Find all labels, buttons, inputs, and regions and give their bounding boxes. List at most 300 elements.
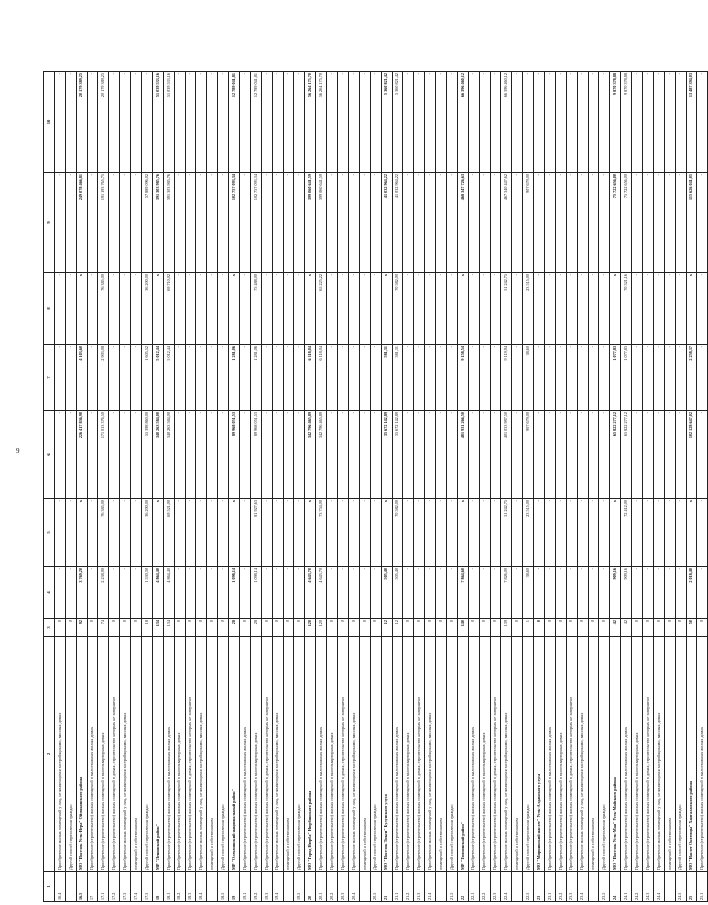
table-cell: - [555,499,566,567]
table-cell: - [294,499,305,567]
table-row [305,72,316,902]
table-cell: - [294,567,305,619]
column-header: 1 [44,872,55,902]
table-cell: Приобретение (строительство) жилых помещений в домах, строительство которых не завершено [109,637,120,872]
table-cell: 909,16 [621,567,632,619]
table-cell: - [653,499,664,567]
table-cell [207,872,218,902]
table-row [490,72,501,902]
table-cell: - [272,411,283,499]
table-cell: - [272,273,283,345]
table-cell: Приобретение жилых помещений у лиц, не являющихся застройщиками, вжилых домах [120,637,131,872]
table-cell: - [120,345,131,411]
table-row [185,72,196,902]
table-cell [359,872,370,902]
table-cell: - [174,411,185,499]
table-cell: - [566,173,577,273]
table-cell: 9 119,94 [501,345,512,411]
table-cell: - [120,273,131,345]
table-cell: 505,40 [381,567,392,619]
table-cell: - [512,72,523,173]
table-cell: Приобретение жилых помещений у лиц, не являющихся застройщиками, вжилых домах [653,637,664,872]
table-cell: - [403,499,414,567]
table-cell: - [65,411,76,499]
table-cell: - [577,345,588,411]
table-cell: 0 [675,619,686,637]
table-row [261,72,272,902]
table-cell: 21.2 [403,872,414,902]
table-cell: 18 [142,619,153,637]
table-cell: - [240,72,251,173]
table-cell: - [185,273,196,345]
table-cell: 0 [54,619,65,637]
table-cell: Приобретение жилых помещений у лиц, не являющихся застройщиками, вжилых домах [272,637,283,872]
table-cell: Приобретение (строительство) жилых помещений в малоэтажных жилых домах [697,637,708,872]
table-cell: - [327,499,338,567]
table-cell [283,872,294,902]
table-cell: - [359,173,370,273]
table-cell: - [490,173,501,273]
table-row [65,72,76,902]
table-cell: - [664,345,675,411]
table-cell: 2 238,90 [98,567,109,619]
table-cell: - [87,567,98,619]
table-cell: - [675,173,686,273]
table-row [621,72,632,902]
table-cell: Приобретение (строительство) жилых помещений в многоквартирных домах [555,637,566,872]
table-cell: - [555,411,566,499]
table-cell: Другой способ переселения граждан [599,637,610,872]
table-cell: 0 [534,619,545,637]
table-cell: 24.2 [632,872,643,902]
table-cell: - [566,499,577,567]
table-cell: 0 [512,619,523,637]
table-cell: 65 225,22 [316,273,327,345]
table-cell: Приобретение жилых помещений у лиц, не являющихся застройщиками, вжилых домах [196,637,207,872]
table-cell: МО "Поселок Тикси" Булунского улуса [381,637,392,872]
table-cell: помещений и собственником [512,637,523,872]
table-cell: - [490,345,501,411]
table-cell: - [544,173,555,273]
table-cell: 89 968 051,53 [250,411,261,499]
table-row [555,72,566,902]
table-cell: 56 264 175,70 [316,72,327,173]
table-row [610,72,621,902]
table-cell: 18.3 [185,872,196,902]
table-cell: 24.3 [642,872,653,902]
table-cell: 0 [697,619,708,637]
table-cell: 51 039 533,16 [152,72,163,173]
table-cell: - [446,72,457,173]
table-cell: Приобретение (строительство) жилых помещений в малоэтажных жилых домах [392,637,403,872]
table-cell: - [338,567,349,619]
table-cell: 70 582,00 [392,499,403,567]
table-cell: - [272,567,283,619]
table-cell: x [686,499,697,567]
table-row [370,72,381,902]
table-cell: 19.2 [250,872,261,902]
table-cell: - [599,273,610,345]
table-cell: МР "Ленинский район" [152,637,163,872]
table-cell: - [87,345,98,411]
table-cell: - [436,173,447,273]
table-row [686,72,697,902]
table-cell: - [283,567,294,619]
table-cell: - [436,273,447,345]
table-cell: 909,16 [610,567,621,619]
table-cell: 102 128 647,02 [686,411,697,499]
table-cell: 17.5 [142,872,153,902]
table-cell: 51 242,75 [501,499,512,567]
table-row [632,72,643,902]
table-cell: 0 [131,619,142,637]
table-cell: - [294,411,305,499]
table-cell: 171 013 376,50 [98,411,109,499]
table-cell: МО "Поселок Усть-Мая" Усть-Майского района [610,637,621,872]
table-cell: Другой способ переселения граждан [294,637,305,872]
rotated-page [43,72,705,902]
table-cell: - [87,499,98,567]
table-cell: помещений и собственником [436,637,447,872]
table-cell: 140 [457,619,468,637]
table-cell: Приобретение (строительство) жилых помещений в многоквартирных домах [479,637,490,872]
table-cell: 5 012,44 [163,345,174,411]
table-cell: - [272,173,283,273]
table-cell: x [152,499,163,567]
table-cell: 21.1 [392,872,403,902]
table-cell: 1 098,14 [229,567,240,619]
table-row [196,72,207,902]
table-cell: 4 643,70 [316,567,327,619]
table-cell: 73 754,00 [316,499,327,567]
table-cell: - [479,173,490,273]
table-cell: - [142,72,153,173]
table-cell: 2 018,40 [686,567,697,619]
table-cell: 28 [229,619,240,637]
table-cell: - [642,567,653,619]
table-cell: 226 417 836,90 [76,411,87,499]
table-cell: - [87,411,98,499]
table-cell: - [675,72,686,173]
table-cell: 38,60 [523,345,534,411]
table-cell: - [294,72,305,173]
table-cell: 42 [621,619,632,637]
table-cell: - [207,345,218,411]
table-cell: 134 [163,619,174,637]
table-cell: 20.3 [338,872,349,902]
table-row [512,72,523,902]
table-cell: 0 [555,619,566,637]
table-cell: - [240,345,251,411]
table-cell: 23 515,00 [523,273,534,345]
table-cell: 5 012,44 [152,345,163,411]
table-cell: - [294,345,305,411]
table-cell: МО "Наслег Октемцы" Хангаласского района [686,637,697,872]
table-cell: - [261,345,272,411]
table-cell: 0 [632,619,643,637]
table-cell: - [588,173,599,273]
table-cell: 21.4 [425,872,436,902]
table-cell: МР "Олекминский национальный район" [229,637,240,872]
table-cell: 0 [577,619,588,637]
table-cell: - [588,567,599,619]
table-cell: - [577,411,588,499]
table-cell: - [425,567,436,619]
table-row [697,72,708,902]
table-cell: 468 347 726,63 [457,173,468,273]
table-cell: - [512,173,523,273]
table-cell: - [588,72,599,173]
table-cell: x [152,273,163,345]
table-cell: 75 488,00 [250,273,261,345]
table-body [54,72,707,902]
table-cell: - [566,72,577,173]
table-cell: - [555,72,566,173]
table-row [599,72,610,902]
table-cell: - [348,567,359,619]
table-cell: - [675,567,686,619]
table-row [403,72,414,902]
table-cell: Приобретение (строительство) жилых помещений в многоквартирных домах [327,637,338,872]
table-cell: - [468,345,479,411]
table-cell: 7 826,00 [501,567,512,619]
table-cell: - [664,72,675,173]
table-cell: 0 [272,619,283,637]
table-cell: 16.5 [76,872,87,902]
table-cell: - [348,173,359,273]
table-cell: 25.1 [697,872,708,902]
table-cell: 3 769,20 [76,567,87,619]
table-cell: 92 [76,619,87,637]
table-cell: 0 [370,619,381,637]
table-cell: 18.2 [174,872,185,902]
table-cell: - [566,345,577,411]
table-cell: - [512,499,523,567]
table-cell: 23 [534,872,545,902]
table-cell [65,872,76,902]
table-header-row [44,72,55,902]
table-cell: - [436,345,447,411]
table-cell: - [664,273,675,345]
table-cell: - [632,499,643,567]
table-cell: Приобретение (строительство) жилых помещений в малоэтажных жилых домах [87,637,98,872]
table-cell: 41 032 964,22 [381,173,392,273]
table-cell: - [534,345,545,411]
table-cell: 22.5 [523,872,534,902]
table-row [76,72,87,902]
table-cell: - [54,273,65,345]
table-cell: - [653,567,664,619]
table-cell: - [109,499,120,567]
table-cell: 51 242,75 [501,273,512,345]
table-cell: 21.3 [414,872,425,902]
table-cell: - [479,273,490,345]
table-cell: 120 [316,619,327,637]
table-cell: - [240,411,251,499]
table-cell: - [577,273,588,345]
table-cell: - [240,567,251,619]
table-cell: Приобретение (строительство) жилых помещений в домах, строительство которых не завершено [490,637,501,872]
table-cell: - [653,173,664,273]
table-cell [512,872,523,902]
table-row [381,72,392,902]
table-cell: - [632,173,643,273]
table-cell: x [381,499,392,567]
table-cell: x [305,273,316,345]
table-cell: - [642,72,653,173]
table-cell: - [512,411,523,499]
table-cell: 66 396 460,12 [501,72,512,173]
table-cell: - [566,411,577,499]
table-cell: - [240,173,251,273]
table-cell: - [403,173,414,273]
table-cell: 19.1 [240,872,251,902]
table-cell: - [207,273,218,345]
table-cell: - [131,567,142,619]
table-cell: Приобретение жилых помещений у лиц, не являющихся застройщиками, вжилых домах [425,637,436,872]
table-cell: 4 864,40 [152,567,163,619]
table-cell: - [425,345,436,411]
table-cell: 0 [490,619,501,637]
table-cell: 19 [229,872,240,902]
table-cell: - [697,567,708,619]
table-cell: - [174,173,185,273]
table-cell: 23.4 [577,872,588,902]
table-cell: - [468,273,479,345]
table-cell: - [446,411,457,499]
table-cell: 19.5 [294,872,305,902]
table-cell: 115 626 041,05 [686,173,697,273]
table-cell: - [359,411,370,499]
table-cell: - [425,273,436,345]
table-cell: - [207,72,218,173]
table-cell: 36 200,00 [142,499,153,567]
table-cell: 35 672 142,89 [381,411,392,499]
table-cell: 4 103,60 [76,345,87,411]
table-cell: 9 158,54 [457,345,468,411]
table-cell: - [327,72,338,173]
table-cell: 65 822 277,12 [610,411,621,499]
table-cell: 102 757 093,34 [229,173,240,273]
table-cell: 0 [185,619,196,637]
column-header: 10 [44,72,55,173]
table-cell: 0 [436,619,447,637]
table-cell: 19.3 [261,872,272,902]
table-cell: - [109,173,120,273]
table-cell: - [272,345,283,411]
table-cell: x [305,499,316,567]
table-cell: 1 281,06 [250,345,261,411]
table-cell: 0 [599,619,610,637]
table-cell: - [642,499,653,567]
table-cell: 0 [566,619,577,637]
table-cell: - [436,411,447,499]
table-cell: - [566,567,577,619]
table-cell: - [642,173,653,273]
column-header: 4 [44,567,55,619]
table-cell: 22.3 [490,872,501,902]
table-cell: - [632,273,643,345]
table-cell: x [686,273,697,345]
table-cell: - [65,567,76,619]
table-cell: - [577,567,588,619]
table-cell: - [403,345,414,411]
table-cell: - [446,499,457,567]
table-cell: - [534,273,545,345]
table-cell: - [261,567,272,619]
table-cell: Приобретение (строительство) жилых помещений в малоэтажных жилых домах [468,637,479,872]
table-row [152,72,163,902]
table-cell: - [599,567,610,619]
table-cell: - [65,72,76,173]
table-cell: - [327,567,338,619]
table-cell: - [675,273,686,345]
table-cell: 81 927,63 [250,499,261,567]
table-cell: - [664,499,675,567]
table-row [54,72,65,902]
table-cell: - [588,345,599,411]
table-cell: Приобретение (строительство) жилых помещений в многоквартирных домах [250,637,261,872]
table-cell: x [610,499,621,567]
table-cell: 16.4 [54,872,65,902]
table-cell: - [544,72,555,173]
table-cell: помещений и собственником [283,637,294,872]
table-cell: x [76,273,87,345]
table-cell: - [403,411,414,499]
table-cell: 66 396 460,12 [457,72,468,173]
table-cell: - [109,411,120,499]
table-row [163,72,174,902]
table-cell: - [675,345,686,411]
column-header: 2 [44,637,55,872]
table-row [446,72,457,902]
table-cell: - [370,411,381,499]
table-cell: Приобретение (строительство) жилых помещений в домах, строительство которых не завершено [338,637,349,872]
table-cell: - [675,499,686,567]
table-cell: 340 263 584,00 [152,411,163,499]
table-cell: - [446,173,457,273]
table-cell: - [359,273,370,345]
table-cell: - [207,499,218,567]
table-cell: 22.1 [468,872,479,902]
table-cell: - [479,345,490,411]
table-cell: - [54,411,65,499]
table-cell: - [370,499,381,567]
table-cell: - [218,273,229,345]
table-row [327,72,338,902]
table-cell: 340 263 584,00 [163,411,174,499]
table-cell: помещений и собственником [359,637,370,872]
table-cell: - [196,499,207,567]
table-cell: Приобретение (строительство) жилых помещений в многоквартирных домах [403,637,414,872]
table-cell: 4 864,40 [163,567,174,619]
table-cell: 0 [642,619,653,637]
table-cell: - [370,345,381,411]
table-cell: - [283,345,294,411]
table-cell: - [261,499,272,567]
table-cell: 21.5 [446,872,457,902]
table-cell: - [218,411,229,499]
table-cell: - [534,499,545,567]
table-row [577,72,588,902]
resettlement-table [43,71,708,902]
table-cell: - [425,173,436,273]
table-cell: 1 077,83 [610,345,621,411]
table-cell: МО "Поселок Усть-Нера" Оймяконского района [76,637,87,872]
table-cell: - [697,499,708,567]
table-cell: 70 582,00 [392,273,403,345]
table-cell: - [490,273,501,345]
